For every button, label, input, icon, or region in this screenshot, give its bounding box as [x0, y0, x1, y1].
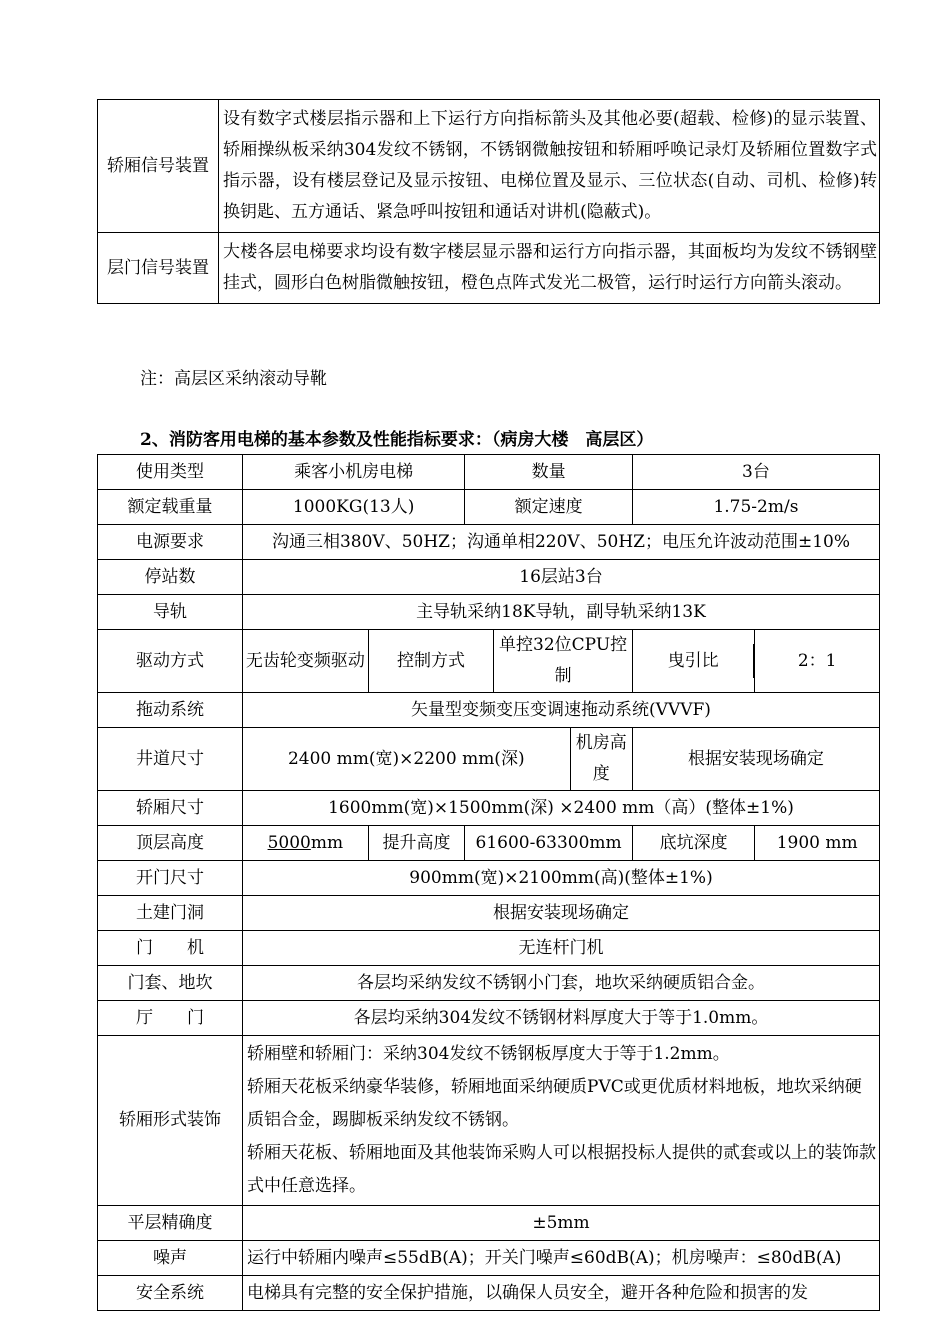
section-heading: 2、消防客用电梯的基本参数及性能指标要求：（病房大楼 高层区）	[140, 430, 654, 450]
cell-label: 额定速度	[465, 490, 633, 525]
cell-label: 门套、地坎	[98, 966, 243, 1001]
table-row	[98, 595, 880, 630]
row-text: 设有数字式楼层指示器和上下运行方向指标箭头及其他必要(超载、检修)的显示装置、轿厢操纵板采纳304发纹不锈钢，不锈钢微触按钮和轿厢呼唤记录灯及轿厢位置数字式指示器，设有楼层登记及显示按钮、电梯位置及显示、三位状态(自动、司机、检修)转换钥匙、五方通话、紧急呼叫按钮和通话对讲机(隐蔽式)。	[219, 100, 880, 233]
table-row	[98, 233, 880, 304]
table-row	[98, 1036, 880, 1206]
top-height-number: 5000	[267, 832, 311, 853]
cell-value	[243, 826, 369, 861]
cell-value: 各层均采纳发纹不锈钢小门套，地坎采纳硬质铝合金。	[243, 966, 880, 1001]
top-height-unit: mm	[310, 832, 344, 853]
cell-value: 1600mm(宽)×1500mm(深) ×2400 mm（高）(整体±1%)	[243, 791, 880, 826]
cell-value: 矢量型变频变压变调速拖动系统(VVVF)	[243, 693, 880, 728]
decoration-line: 轿厢壁和轿厢门：采纳304发纹不锈钢板厚度大于等于1.2mm。	[247, 1044, 730, 1064]
table-row	[98, 100, 880, 233]
table-row	[98, 1241, 880, 1276]
cell-label: 门 机	[98, 931, 243, 966]
cell-value: 16层站3台	[243, 560, 880, 595]
table-row	[98, 1001, 880, 1036]
cell-label: 停站数	[98, 560, 243, 595]
decoration-line: 轿厢天花板、轿厢地面及其他装饰采购人可以根据投标人提供的贰套或以上的装饰款式中任意选择。	[247, 1143, 876, 1196]
cell-value: 2400 mm(宽)×2200 mm(深)	[243, 728, 571, 791]
table-row	[98, 966, 880, 1001]
cell-value: 900mm(宽)×2100mm(高)(整体±1%)	[243, 861, 880, 896]
cell-value: 主导轨采纳18K导轨，副导轨采纳13K	[243, 595, 880, 630]
cell-value: 根据安装现场确定	[632, 728, 879, 791]
cell-value: 3台	[632, 455, 879, 490]
cell-value: 电梯具有完整的安全保护措施，以确保人员安全，避开各种危险和损害的发	[243, 1276, 880, 1311]
cell-label: 井道尺寸	[98, 728, 243, 791]
cell-value: 1000KG(13人)	[243, 490, 465, 525]
ratio-split	[633, 644, 754, 678]
cell-label: 轿厢形式装饰	[98, 1036, 243, 1206]
cell-label: 顶层高度	[98, 826, 243, 861]
cell-label: 开门尺寸	[98, 861, 243, 896]
cell-value: 根据安装现场确定	[243, 896, 880, 931]
cell-label: 提升高度	[368, 826, 465, 861]
decoration-line: 轿厢天花板采纳豪华装修，轿厢地面采纳硬质PVC或更优质材料地板，地坎采纳硬质铝合金，踢脚板采纳发纹不锈钢。	[247, 1077, 862, 1130]
table-row	[98, 455, 880, 490]
row-label: 层门信号装置	[98, 233, 219, 304]
elevator-parameter-table	[97, 454, 880, 1311]
cell-label: 底坑深度	[632, 826, 754, 861]
table-row	[98, 861, 880, 896]
cell-label: 拖动系统	[98, 693, 243, 728]
cell-label: 安全系统	[98, 1276, 243, 1311]
ratio-label: 曳引比	[633, 644, 754, 678]
cell-value: 运行中轿厢内噪声≤55dB(A)；开关门噪声≤60dB(A)；机房噪声：≤80dB(A)	[243, 1241, 880, 1276]
cell-label: 平层精确度	[98, 1206, 243, 1241]
cell-label: 电源要求	[98, 525, 243, 560]
row-label: 轿厢信号装置	[98, 100, 219, 233]
cell-label: 厅 门	[98, 1001, 243, 1036]
table-row	[98, 490, 880, 525]
note-text: 注：高层区采纳滚动导靴	[140, 369, 327, 389]
signal-device-table	[97, 99, 880, 304]
cell-value: 乘客小机房电梯	[243, 455, 465, 490]
cell-label: 土建门洞	[98, 896, 243, 931]
cell-value: 1900 mm	[755, 826, 880, 861]
cell-label: 数量	[465, 455, 633, 490]
cell-label: 驱动方式	[98, 630, 243, 693]
cell-label: 轿厢尺寸	[98, 791, 243, 826]
cell-value: 1.75-2m/s	[632, 490, 879, 525]
table-row	[98, 896, 880, 931]
table-row	[98, 560, 880, 595]
cell-label: 额定载重量	[98, 490, 243, 525]
cell-value: 各层均采纳304发纹不锈钢材料厚度大于等于1.0mm。	[243, 1001, 880, 1036]
table-row	[98, 728, 880, 791]
table-row	[98, 931, 880, 966]
cell-value: 无齿轮变频驱动	[243, 630, 369, 693]
cell-split	[632, 630, 754, 693]
ratio-value: 2：1	[755, 630, 880, 693]
row-text: 大楼各层电梯要求均设有数字楼层显示器和运行方向指示器，其面板均为发纹不锈钢壁挂式，圆形白色树脂微触按钮，橙色点阵式发光二极管，运行时运行方向箭头滚动。	[219, 233, 880, 304]
cell-label: 导轨	[98, 595, 243, 630]
table-row	[98, 791, 880, 826]
table-row	[98, 693, 880, 728]
table-row	[98, 1206, 880, 1241]
table-row	[98, 826, 880, 861]
cell-value: ±5mm	[243, 1206, 880, 1241]
table-row	[98, 525, 880, 560]
cell-label: 使用类型	[98, 455, 243, 490]
cell-value: 无连杆门机	[243, 931, 880, 966]
cell-label: 噪声	[98, 1241, 243, 1276]
table-row	[98, 1276, 880, 1311]
cell-value	[243, 1036, 880, 1206]
cell-value: 61600-63300mm	[465, 826, 633, 861]
cell-label: 机房高度	[570, 728, 632, 791]
cell-value: 单控32位CPU控制	[494, 630, 633, 693]
cell-value: 沟通三相380V、50HZ；沟通单相220V、50HZ；电压允许波动范围±10%	[243, 525, 880, 560]
table-row	[98, 630, 880, 693]
cell-label: 控制方式	[368, 630, 494, 693]
